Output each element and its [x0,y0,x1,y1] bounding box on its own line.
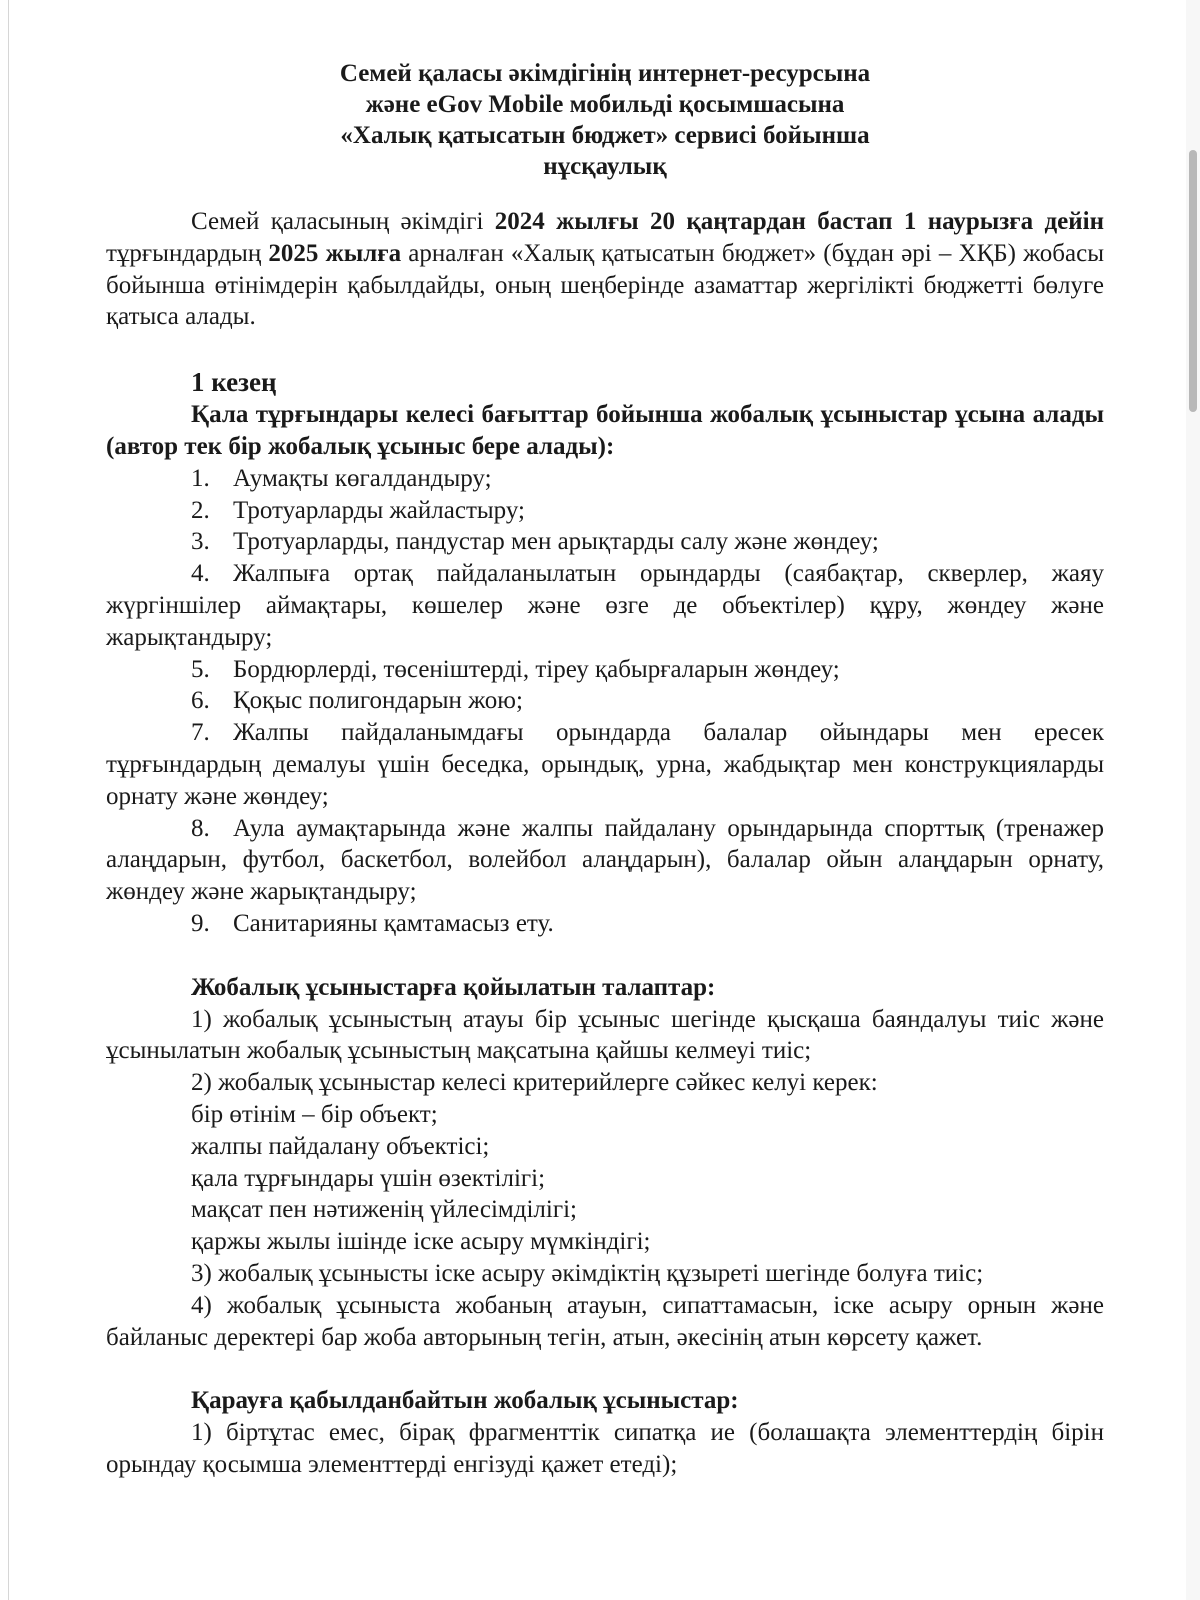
list-text: Қоқыс полигондарын жою; [233,687,523,715]
requirement-paragraph: 4) жобалық ұсыныста жобаның атауын, сипаттамасын, іске асыру орнын және байланыс деректері бар жоба авторының тегін, атын, әкесінің атын көрсету қажет. [106,1291,1104,1351]
requirements-heading: Жобалық ұсыныстарға қойылатын талаптар: [191,973,716,1001]
list-item [106,717,1104,812]
list-text: Тротуарларды жайластыру; [233,496,525,524]
criterion: қаржы жылы ішінде іске асыру мүмкіндігі; [191,1228,651,1256]
list-item [106,463,1104,495]
intro-year: 2025 жылға [268,239,402,267]
page-edge [8,0,9,1600]
title-line: «Халық қатысатын бюджет» сервисі бойынша [340,122,870,149]
list-item [106,813,1104,908]
list-number: 8. [191,814,210,842]
criterion: бір өтінім – бір объект; [191,1100,438,1128]
requirement-paragraph: 1) жобалық ұсыныстың атауы бір ұсыныс шегінде қысқаша баяндалуы тиіс және ұсынылатын жобалық ұсыныстың мақсатына қайшы келмеуі тиіс; [106,1005,1104,1065]
intro-text: тұрғындардың [106,239,269,267]
list-number: 3. [191,528,210,556]
list-item [106,908,1104,940]
list-number: 7. [191,719,210,747]
title-line: Семей қаласы әкімдігінің интернет-ресурсына [339,60,871,87]
requirement-paragraph: 3) жобалық ұсынысты іске асыру әкімдіктің құзыреті шегінде болуға тиіс; [191,1259,984,1287]
stage-lead-text: Қала тұрғындары келесі бағыттар бойынша жобалық ұсыныстар ұсына алады (автор тек бір жобалық ұсыныс бере алады): [106,401,1104,460]
list-item [106,654,1104,686]
intro-text: арналған «Халық қатысатын бюджет» (бұдан әрі – ХҚБ) жобасы бойынша өтінімдерін қабылдайды, оның шеңберінде азаматтар жергілікті бюджетті бөлуге қатыса алады. [106,239,1104,331]
list-number: 2. [191,496,210,524]
rejected-heading: Қарауға қабылданбайтын жобалық ұсыныстар: [191,1387,739,1415]
title-line: және eGov Mobile мобильді қосымшасына [365,91,845,118]
criterion: қала тұрғындары үшін өзектілігі; [191,1164,546,1192]
list-item [106,495,1104,527]
list-number: 1. [191,464,210,492]
list-item [106,685,1104,717]
requirement-paragraph: 2) жобалық ұсыныстар келесі критерийлерге сәйкес келуі керек: [191,1069,878,1097]
stage-title: 1 кезең [191,367,277,398]
intro-dates: 2024 жылғы 20 қаңтардан бастап 1 наурызға дейін [494,208,1104,235]
list-text: Тротуарларды, пандустар мен арықтарды салу және жөндеу; [233,528,879,556]
list-text: Бордюрлерді, төсеніштерді, тіреу қабырғаларын жөндеу; [233,655,840,683]
rejected-paragraph: 1) біртұтас емес, бірақ фрагменттік сипатқа ие (болашақта элементтердің бірін орындау қосымша элементтерді енгізуді қажет етеді); [106,1419,1104,1478]
intro-paragraph [106,206,1104,333]
criterion: мақсат пен нәтиженің үйлесімділігі; [191,1196,577,1224]
list-item [106,558,1104,653]
list-text: Аула аумақтарында және жалпы пайдалану орындарында спорттық (тренажер алаңдарын, футбол, баскетбол, волейбол алаңдарын), балалар ойын алаңдарын орнату, жөндеу және жарықтандыру; [106,814,1104,906]
stage-lead [106,399,1104,463]
list-text: Жалпыға ортақ пайдаланылатын орындарды (саябақтар, скверлер, жаяу жүргіншілер аймақтары, көшелер және өзге де объектілер) құру, жөндеу және жарықтандыру; [106,560,1104,651]
scrollbar-thumb[interactable] [1189,150,1197,412]
document-body [106,58,1104,1481]
document-title [106,58,1104,182]
intro-text: Семей қаласының әкімдігі [191,208,495,235]
title-line: нұсқаулық [543,153,667,180]
criterion: жалпы пайдалану объектісі; [191,1132,490,1160]
scrollbar-track[interactable] [1186,0,1200,1600]
list-number: 4. [191,560,210,588]
list-text: Жалпы пайдаланымдағы орындарда балалар ойындары мен ересек тұрғындардың демалуы үшін беседка, орындық, урна, жабдықтар мен конструкцияларды орнату және жөндеу; [106,719,1104,810]
list-text: Аумақты көгалдандыру; [233,464,492,492]
list-number: 9. [191,909,210,937]
list-text: Санитарияны қамтамасыз ету. [233,909,554,937]
list-number: 5. [191,655,210,683]
list-item [106,526,1104,558]
list-number: 6. [191,687,210,715]
